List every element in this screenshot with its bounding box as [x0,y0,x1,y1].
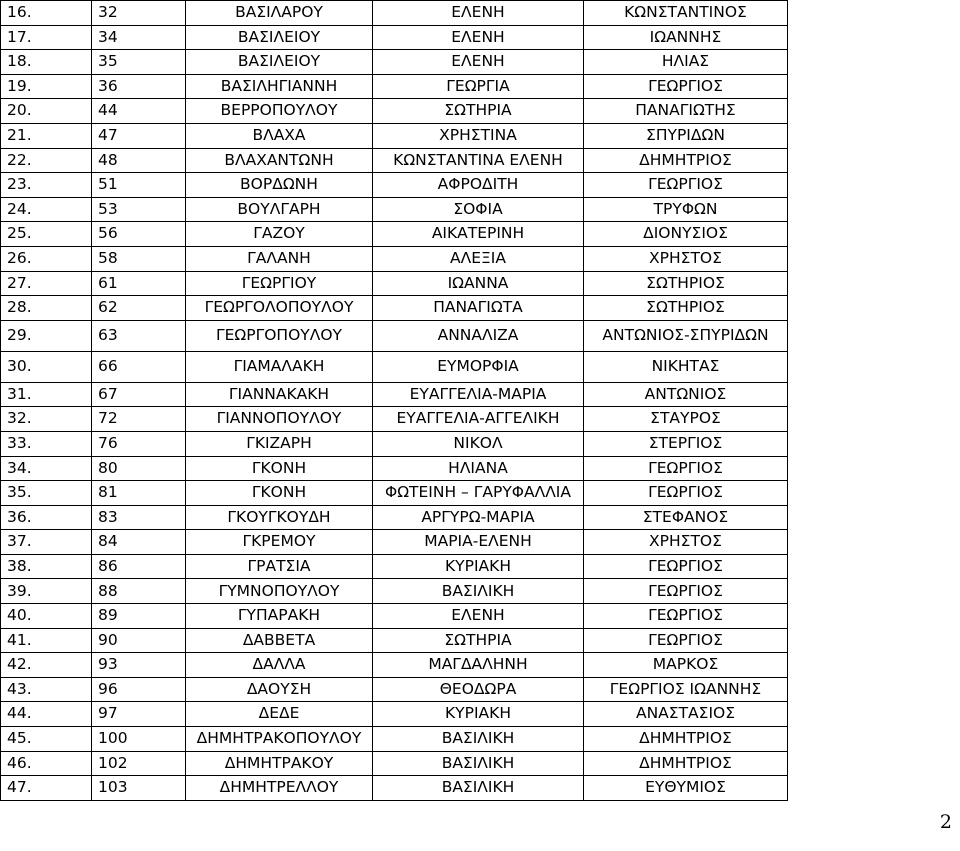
table-row [1,1,788,26]
table-row [1,320,788,351]
row-surname: ΓΑΖΟΥ [186,222,373,247]
table-row [1,197,788,222]
table-row [1,25,788,50]
row-first-name: ΠΑΝΑΓΙΩΤΑ [373,296,584,321]
page-number: 2 [939,811,952,833]
row-father-name: ΝΙΚΗΤΑΣ [584,351,788,382]
row-surname: ΓΚΙΖΑΡΗ [186,431,373,456]
row-first-name: ΒΑΣΙΛΙΚΗ [373,751,584,776]
row-index: 21. [1,123,92,148]
row-father-name: ΓΕΩΡΓΙΟΣ ΙΩΑΝΝΗΣ [584,677,788,702]
row-code: 86 [92,554,186,579]
table-row [1,677,788,702]
row-code: 88 [92,579,186,604]
row-father-name: ΔΗΜΗΤΡΙΟΣ [584,148,788,173]
row-index: 44. [1,702,92,727]
table-row [1,604,788,629]
row-code: 48 [92,148,186,173]
row-father-name: ΓΕΩΡΓΙΟΣ [584,456,788,481]
row-father-name: ΓΕΩΡΓΙΟΣ [584,173,788,198]
row-first-name: ΚΥΡΙΑΚΗ [373,554,584,579]
row-father-name: ΜΑΡΚΟΣ [584,653,788,678]
row-surname: ΔΗΜΗΤΡΑΚΟΥ [186,751,373,776]
row-first-name: ΚΩΝΣΤΑΝΤΙΝΑ ΕΛΕΝΗ [373,148,584,173]
row-surname: ΔΗΜΗΤΡΑΚΟΠΟΥΛΟΥ [186,727,373,752]
row-index: 28. [1,296,92,321]
row-code: 34 [92,25,186,50]
row-father-name: ΓΕΩΡΓΙΟΣ [584,628,788,653]
row-first-name: ΑΛΕΞΙΑ [373,246,584,271]
table-row [1,50,788,75]
table-row [1,74,788,99]
row-code: 61 [92,271,186,296]
row-first-name: ΜΑΓΔΑΛΗΝΗ [373,653,584,678]
row-father-name: ΧΡΗΣΤΟΣ [584,246,788,271]
row-father-name: ΑΝΑΣΤΑΣΙΟΣ [584,702,788,727]
row-first-name: ΝΙΚΟΛ [373,431,584,456]
row-first-name: ΘΕΟΔΩΡΑ [373,677,584,702]
row-father-name: ΔΗΜΗΤΡΙΟΣ [584,751,788,776]
row-code: 80 [92,456,186,481]
row-code: 83 [92,505,186,530]
table-row [1,554,788,579]
row-code: 56 [92,222,186,247]
table-row [1,173,788,198]
row-index: 16. [1,1,92,26]
row-first-name: ΒΑΣΙΛΙΚΗ [373,776,584,801]
row-father-name: ΑΝΤΩΝΙΟΣ [584,382,788,407]
row-code: 58 [92,246,186,271]
row-code: 76 [92,431,186,456]
row-code: 35 [92,50,186,75]
row-index: 20. [1,99,92,124]
row-index: 23. [1,173,92,198]
row-father-name: ΣΤΕΦΑΝΟΣ [584,505,788,530]
row-index: 40. [1,604,92,629]
table-row [1,431,788,456]
table-row [1,456,788,481]
row-surname: ΓΙΑΝΝΟΠΟΥΛΟΥ [186,407,373,432]
row-surname: ΓΕΩΡΓΟΛΟΠΟΥΛΟΥ [186,296,373,321]
row-first-name: ΗΛΙΑΝΑ [373,456,584,481]
table-row [1,99,788,124]
row-surname: ΓΚΟΝΗ [186,456,373,481]
row-father-name: ΚΩΝΣΤΑΝΤΙΝΟΣ [584,1,788,26]
row-code: 89 [92,604,186,629]
row-father-name: ΙΩΑΝΝΗΣ [584,25,788,50]
row-code: 36 [92,74,186,99]
row-index: 37. [1,530,92,555]
row-index: 41. [1,628,92,653]
row-surname: ΔΑΟΥΣΗ [186,677,373,702]
row-surname: ΒΑΣΙΛΗΓΙΑΝΝΗ [186,74,373,99]
row-first-name: ΣΩΤΗΡΙΑ [373,99,584,124]
row-surname: ΔΑΛΛΑ [186,653,373,678]
table-row [1,628,788,653]
row-first-name: ΕΥΑΓΓΕΛΙΑ-ΑΓΓΕΛΙΚΗ [373,407,584,432]
table-row [1,653,788,678]
row-index: 45. [1,727,92,752]
row-surname: ΔΕΔΕ [186,702,373,727]
row-father-name: ΕΥΘΥΜΙΟΣ [584,776,788,801]
row-index: 18. [1,50,92,75]
row-surname: ΒΛΑΧΑΝΤΩΝΗ [186,148,373,173]
row-surname: ΓΚΟΥΓΚΟΥΔΗ [186,505,373,530]
row-father-name: ΤΡΥΦΩΝ [584,197,788,222]
row-surname: ΒΟΥΛΓΑΡΗ [186,197,373,222]
row-first-name: ΣΟΦΙΑ [373,197,584,222]
row-index: 47. [1,776,92,801]
row-surname: ΒΕΡΡΟΠΟΥΛΟΥ [186,99,373,124]
table-row [1,530,788,555]
row-first-name: ΕΛΕΝΗ [373,604,584,629]
row-code: 90 [92,628,186,653]
row-first-name: ΑΝΝΑΛΙΖΑ [373,320,584,351]
row-father-name: ΗΛΙΑΣ [584,50,788,75]
row-father-name: ΣΤΑΥΡΟΣ [584,407,788,432]
row-surname: ΓΙΑΝΝΑΚΑΚΗ [186,382,373,407]
row-index: 30. [1,351,92,382]
row-father-name: ΓΕΩΡΓΙΟΣ [584,481,788,506]
row-code: 102 [92,751,186,776]
row-code: 51 [92,173,186,198]
row-father-name: ΔΗΜΗΤΡΙΟΣ [584,727,788,752]
row-code: 93 [92,653,186,678]
row-index: 29. [1,320,92,351]
table-row [1,727,788,752]
table-row [1,702,788,727]
row-index: 31. [1,382,92,407]
row-father-name: ΔΙΟΝΥΣΙΟΣ [584,222,788,247]
row-first-name: ΕΛΕΝΗ [373,25,584,50]
row-code: 84 [92,530,186,555]
row-first-name: ΓΕΩΡΓΙΑ [373,74,584,99]
row-index: 22. [1,148,92,173]
table-row [1,296,788,321]
row-father-name: ΓΕΩΡΓΙΟΣ [584,74,788,99]
row-first-name: ΕΛΕΝΗ [373,1,584,26]
table-row [1,407,788,432]
row-first-name: ΑΙΚΑΤΕΡΙΝΗ [373,222,584,247]
row-code: 67 [92,382,186,407]
row-code: 44 [92,99,186,124]
row-index: 36. [1,505,92,530]
table-row [1,351,788,382]
row-code: 72 [92,407,186,432]
row-code: 100 [92,727,186,752]
row-surname: ΒΑΣΙΛΕΙΟΥ [186,50,373,75]
row-surname: ΔΑΒΒΕΤΑ [186,628,373,653]
table-row [1,271,788,296]
row-code: 66 [92,351,186,382]
row-index: 27. [1,271,92,296]
row-index: 42. [1,653,92,678]
row-index: 39. [1,579,92,604]
table-row [1,222,788,247]
table-row [1,246,788,271]
row-father-name: ΓΕΩΡΓΙΟΣ [584,604,788,629]
row-surname: ΒΛΑΧΑ [186,123,373,148]
row-index: 33. [1,431,92,456]
row-index: 46. [1,751,92,776]
row-surname: ΓΚΟΝΗ [186,481,373,506]
row-father-name: ΣΩΤΗΡΙΟΣ [584,296,788,321]
row-first-name: ΚΥΡΙΑΚΗ [373,702,584,727]
row-surname: ΓΥΜΝΟΠΟΥΛΟΥ [186,579,373,604]
row-code: 103 [92,776,186,801]
table-row [1,505,788,530]
row-surname: ΓΕΩΡΓΟΠΟΥΛΟΥ [186,320,373,351]
row-first-name: ΒΑΣΙΛΙΚΗ [373,727,584,752]
table-row [1,382,788,407]
row-surname: ΒΟΡΔΩΝΗ [186,173,373,198]
row-index: 38. [1,554,92,579]
row-index: 17. [1,25,92,50]
row-father-name: ΣΠΥΡΙΔΩΝ [584,123,788,148]
table-row [1,776,788,801]
row-father-name: ΑΝΤΩΝΙΟΣ-ΣΠΥΡΙΔΩΝ [584,320,788,351]
row-father-name: ΧΡΗΣΤΟΣ [584,530,788,555]
row-surname: ΓΙΑΜΑΛΑΚΗ [186,351,373,382]
table-row [1,481,788,506]
row-index: 26. [1,246,92,271]
row-index: 34. [1,456,92,481]
row-first-name: ΑΦΡΟΔΙΤΗ [373,173,584,198]
row-surname: ΓΕΩΡΓΙΟΥ [186,271,373,296]
row-code: 81 [92,481,186,506]
row-first-name: ΙΩΑΝΝΑ [373,271,584,296]
row-code: 63 [92,320,186,351]
row-index: 24. [1,197,92,222]
row-code: 47 [92,123,186,148]
row-father-name: ΠΑΝΑΓΙΩΤΗΣ [584,99,788,124]
table-row [1,123,788,148]
row-first-name: ΕΥΜΟΡΦΙΑ [373,351,584,382]
row-surname: ΔΗΜΗΤΡΕΛΛΟΥ [186,776,373,801]
row-code: 53 [92,197,186,222]
row-index: 32. [1,407,92,432]
roster-body [1,1,788,801]
row-first-name: ΕΥΑΓΓΕΛΙΑ-ΜΑΡΙΑ [373,382,584,407]
row-index: 35. [1,481,92,506]
row-surname: ΒΑΣΙΛΕΙΟΥ [186,25,373,50]
row-surname: ΓΑΛΑΝΗ [186,246,373,271]
row-surname: ΓΡΑΤΣΙΑ [186,554,373,579]
row-index: 43. [1,677,92,702]
row-code: 97 [92,702,186,727]
row-first-name: ΦΩΤΕΙΝΗ – ΓΑΡΥΦΑΛΛΙΑ [373,481,584,506]
row-code: 62 [92,296,186,321]
table-row [1,751,788,776]
row-first-name: ΣΩΤΗΡΙΑ [373,628,584,653]
row-father-name: ΓΕΩΡΓΙΟΣ [584,579,788,604]
row-index: 19. [1,74,92,99]
row-first-name: ΧΡΗΣΤΙΝΑ [373,123,584,148]
row-first-name: ΒΑΣΙΛΙΚΗ [373,579,584,604]
row-first-name: ΑΡΓΥΡΩ-ΜΑΡΙΑ [373,505,584,530]
table-row [1,148,788,173]
row-surname: ΒΑΣΙΛΑΡΟΥ [186,1,373,26]
row-index: 25. [1,222,92,247]
row-surname: ΓΚΡΕΜΟΥ [186,530,373,555]
row-first-name: ΕΛΕΝΗ [373,50,584,75]
row-father-name: ΣΩΤΗΡΙΟΣ [584,271,788,296]
row-surname: ΓΥΠΑΡΑΚΗ [186,604,373,629]
table-row [1,579,788,604]
row-father-name: ΣΤΕΡΓΙΟΣ [584,431,788,456]
row-code: 32 [92,1,186,26]
row-first-name: ΜΑΡΙΑ-ΕΛΕΝΗ [373,530,584,555]
row-father-name: ΓΕΩΡΓΙΟΣ [584,554,788,579]
row-code: 96 [92,677,186,702]
